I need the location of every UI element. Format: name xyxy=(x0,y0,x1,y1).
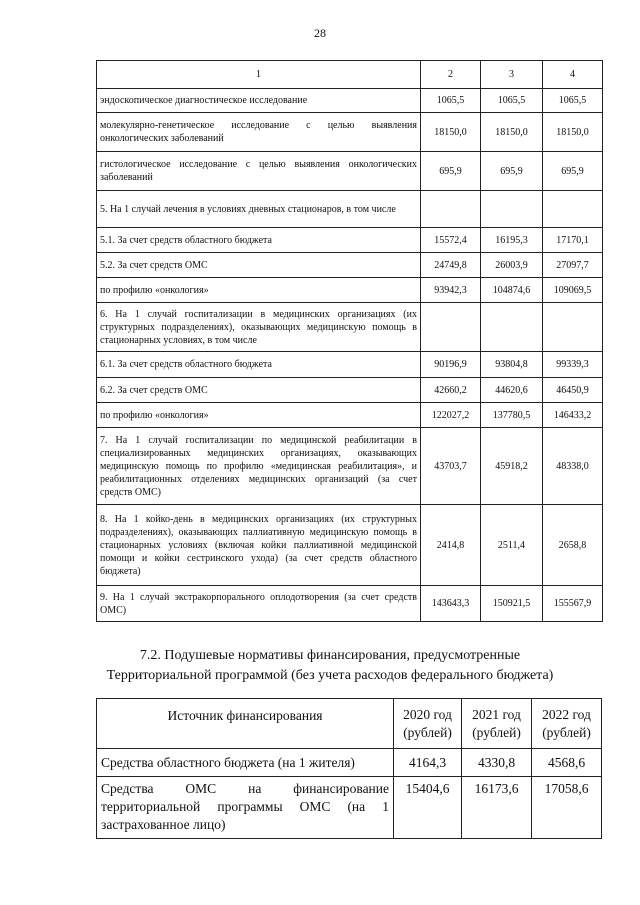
table-header-row xyxy=(97,61,603,89)
value-cell: 45918,2 xyxy=(481,428,543,505)
table-row xyxy=(97,428,603,505)
value-cell: 17058,6 xyxy=(532,777,602,839)
value-cell: 24749,8 xyxy=(421,253,481,278)
table-row xyxy=(97,228,603,253)
tariff-table xyxy=(96,60,603,622)
row-label: молекулярно-генетическое исследование с целью выявления онкологических заболеваний xyxy=(97,113,421,152)
table-row xyxy=(97,749,602,777)
value-cell: 17170,1 xyxy=(543,228,603,253)
row-label: 5.2. За счет средств ОМС xyxy=(97,253,421,278)
value-cell: 18150,0 xyxy=(481,113,543,152)
table-row xyxy=(97,586,603,622)
source-header: Источник финансирования xyxy=(97,699,394,749)
table-header-row xyxy=(97,699,602,749)
value-cell: 2414,8 xyxy=(421,505,481,586)
per-capita-table xyxy=(96,698,602,839)
value-cell: 46450,9 xyxy=(543,378,603,403)
row-label: 6.2. За счет средств ОМС xyxy=(97,378,421,403)
table-row xyxy=(97,777,602,839)
year-header: 2021 год (рублей) xyxy=(462,699,532,749)
table-row xyxy=(97,253,603,278)
value-cell: 146433,2 xyxy=(543,403,603,428)
row-label: 6. На 1 случай госпитализации в медицинских организациях (их структурных подразделениях), оказывающих медицинскую помощь в стационарных условиях, в том числе xyxy=(97,303,421,352)
header-cell: 1 xyxy=(97,61,421,89)
row-label: 5. На 1 случай лечения в условиях дневных стационаров, в том числе xyxy=(97,191,421,228)
value-cell: 1065,5 xyxy=(481,89,543,113)
value-cell: 2658,8 xyxy=(543,505,603,586)
row-label: по профилю «онкология» xyxy=(97,403,421,428)
value-cell: 16195,3 xyxy=(481,228,543,253)
value-cell: 2511,4 xyxy=(481,505,543,586)
value-cell: 695,9 xyxy=(421,152,481,191)
value-cell: 16173,6 xyxy=(462,777,532,839)
value-cell: 137780,5 xyxy=(481,403,543,428)
value-cell xyxy=(421,303,481,352)
row-label: 6.1. За счет средств областного бюджета xyxy=(97,352,421,378)
value-cell: 99339,3 xyxy=(543,352,603,378)
header-cell: 2 xyxy=(421,61,481,89)
value-cell: 1065,5 xyxy=(543,89,603,113)
value-cell: 4164,3 xyxy=(394,749,462,777)
value-cell: 43703,7 xyxy=(421,428,481,505)
value-cell: 15404,6 xyxy=(394,777,462,839)
page-number: 28 xyxy=(314,26,326,40)
value-cell xyxy=(421,191,481,228)
table-row xyxy=(97,505,603,586)
row-label: Средства областного бюджета (на 1 жителя) xyxy=(97,749,394,777)
value-cell: 18150,0 xyxy=(421,113,481,152)
value-cell: 695,9 xyxy=(543,152,603,191)
table-row xyxy=(97,403,603,428)
section-title xyxy=(60,646,600,686)
value-cell: 143643,3 xyxy=(421,586,481,622)
table-row xyxy=(97,191,603,228)
value-cell: 150921,5 xyxy=(481,586,543,622)
section-title-line: 7.2. Подушевые нормативы финансирования, предусмотренные xyxy=(139,648,521,663)
year-header: 2020 год (рублей) xyxy=(394,699,462,749)
table-row xyxy=(97,152,603,191)
table-row xyxy=(97,303,603,352)
row-label: 5.1. За счет средств областного бюджета xyxy=(97,228,421,253)
value-cell: 93804,8 xyxy=(481,352,543,378)
value-cell: 15572,4 xyxy=(421,228,481,253)
table-row xyxy=(97,352,603,378)
table-row xyxy=(97,278,603,303)
value-cell: 155567,9 xyxy=(543,586,603,622)
value-cell xyxy=(481,303,543,352)
table-row xyxy=(97,113,603,152)
value-cell: 122027,2 xyxy=(421,403,481,428)
value-cell: 44620,6 xyxy=(481,378,543,403)
value-cell: 4568,6 xyxy=(532,749,602,777)
value-cell xyxy=(481,191,543,228)
row-label: гистологическое исследование с целью выявления онкологических заболеваний xyxy=(97,152,421,191)
row-label: 8. На 1 койко-день в медицинских организациях (их структурных подразделениях), оказывающих паллиативную медицинскую помощь в стационарных условиях (включая койки паллиативной медицинской помощи и койки сестринского ухода) (за счет средств областного бюджета) xyxy=(97,505,421,586)
value-cell: 18150,0 xyxy=(543,113,603,152)
row-label: Средства ОМС на финансирование территориальной программы ОМС (на 1 застрахованное лицо) xyxy=(97,777,394,839)
value-cell xyxy=(543,191,603,228)
value-cell: 1065,5 xyxy=(421,89,481,113)
row-label: по профилю «онкология» xyxy=(97,278,421,303)
header-cell: 3 xyxy=(481,61,543,89)
row-label: 9. На 1 случай экстракорпорального оплодотворения (за счет средств ОМС) xyxy=(97,586,421,622)
value-cell: 93942,3 xyxy=(421,278,481,303)
value-cell: 90196,9 xyxy=(421,352,481,378)
section-title-line: Территориальной программой (без учета расходов федерального бюджета) xyxy=(106,668,554,683)
value-cell: 4330,8 xyxy=(462,749,532,777)
year-header: 2022 год (рублей) xyxy=(532,699,602,749)
row-label: 7. На 1 случай госпитализации по медицинской реабилитации в специализированных медицинских организациях, оказывающих медицинскую помощь по профилю «медицинская реабилитация», и реабилитационных отделениях медицинских организаций (за счет средств ОМС) xyxy=(97,428,421,505)
value-cell: 48338,0 xyxy=(543,428,603,505)
header-cell: 4 xyxy=(543,61,603,89)
value-cell: 695,9 xyxy=(481,152,543,191)
table-row xyxy=(97,378,603,403)
value-cell: 104874,6 xyxy=(481,278,543,303)
value-cell: 27097,7 xyxy=(543,253,603,278)
value-cell: 42660,2 xyxy=(421,378,481,403)
value-cell: 109069,5 xyxy=(543,278,603,303)
value-cell xyxy=(543,303,603,352)
table-row xyxy=(97,89,603,113)
row-label: эндоскопическое диагностическое исследование xyxy=(97,89,421,113)
value-cell: 26003,9 xyxy=(481,253,543,278)
